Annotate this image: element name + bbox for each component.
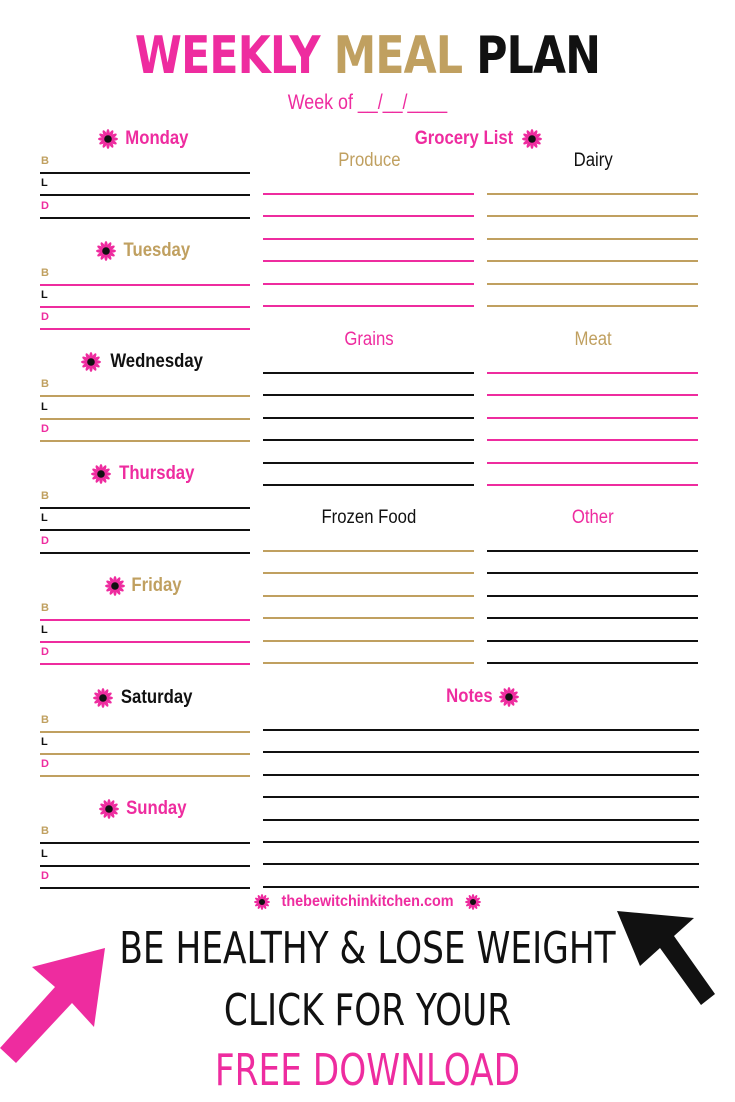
grocery-write-line[interactable] bbox=[487, 215, 698, 217]
meal-letter: B bbox=[41, 713, 49, 726]
flower-icon bbox=[499, 687, 519, 707]
notes-write-line[interactable] bbox=[263, 774, 699, 776]
flower-icon bbox=[465, 894, 481, 910]
grocery-write-line[interactable] bbox=[263, 417, 474, 419]
meal-row-monday-d[interactable] bbox=[40, 197, 250, 219]
cta-line-1[interactable]: BE HEALTHY & LOSE WEIGHT bbox=[119, 923, 616, 974]
day-title-wednesday-label: Wednesday bbox=[110, 351, 203, 373]
meal-write-line[interactable] bbox=[40, 775, 250, 777]
meal-write-line[interactable] bbox=[40, 887, 250, 889]
meal-row-tuesday-l[interactable] bbox=[40, 286, 250, 308]
section-title-meat-label: Meat bbox=[574, 329, 612, 350]
notes-write-line[interactable] bbox=[263, 886, 699, 888]
section-title-produce-label: Produce bbox=[337, 150, 401, 171]
grocery-write-line[interactable] bbox=[487, 305, 698, 307]
grocery-write-line[interactable] bbox=[487, 572, 698, 574]
meal-row-sunday-l[interactable] bbox=[40, 845, 250, 867]
section-title-dairy bbox=[487, 150, 699, 172]
meal-letter: D bbox=[41, 869, 49, 882]
meal-row-thursday-l[interactable] bbox=[40, 509, 250, 531]
meal-row-sunday-b[interactable] bbox=[40, 822, 250, 844]
meal-row-wednesday-l[interactable] bbox=[40, 398, 250, 420]
meal-row-monday-b[interactable] bbox=[40, 152, 250, 174]
cta-line-2[interactable]: CLICK FOR YOUR bbox=[223, 985, 512, 1036]
meal-row-monday-l[interactable] bbox=[40, 174, 250, 196]
grocery-write-line[interactable] bbox=[487, 394, 698, 396]
meal-row-thursday-b[interactable] bbox=[40, 487, 250, 509]
grocery-write-line[interactable] bbox=[487, 260, 698, 262]
meal-letter: L bbox=[41, 512, 48, 525]
flower-icon bbox=[91, 464, 111, 484]
grocery-write-line[interactable] bbox=[487, 484, 698, 486]
notes-title-label: Notes bbox=[446, 686, 493, 707]
day-title-friday-label: Friday bbox=[131, 574, 182, 596]
grocery-write-line[interactable] bbox=[263, 193, 474, 195]
meal-write-line[interactable] bbox=[40, 663, 250, 665]
arrow-up-left-icon bbox=[612, 908, 722, 1008]
meal-row-saturday-d[interactable] bbox=[40, 755, 250, 777]
grocery-write-line[interactable] bbox=[487, 550, 698, 552]
section-title-meat bbox=[487, 329, 699, 351]
grocery-write-line[interactable] bbox=[263, 617, 474, 619]
grocery-write-line[interactable] bbox=[487, 640, 698, 642]
notes-write-line[interactable] bbox=[263, 796, 699, 798]
day-title-monday-label: Monday bbox=[124, 128, 189, 149]
grocery-write-line[interactable] bbox=[263, 394, 474, 396]
week-of-label: Week of __/__/____ bbox=[287, 91, 448, 114]
flower-icon bbox=[93, 688, 113, 708]
meal-write-line[interactable] bbox=[40, 328, 250, 330]
grocery-write-line[interactable] bbox=[487, 439, 698, 441]
arrow-up-right-icon bbox=[0, 945, 110, 1065]
section-title-dairy-label: Dairy bbox=[573, 150, 613, 171]
meal-write-line[interactable] bbox=[40, 440, 250, 442]
section-title-frozen-food-label: Frozen Food bbox=[321, 507, 417, 528]
grocery-write-line[interactable] bbox=[263, 572, 474, 574]
grocery-write-line[interactable] bbox=[263, 215, 474, 217]
section-title-other bbox=[487, 507, 699, 529]
day-title-saturday bbox=[40, 687, 250, 709]
meal-letter: D bbox=[41, 311, 49, 324]
grocery-write-line[interactable] bbox=[263, 238, 474, 240]
section-title-grains-label: Grains bbox=[344, 329, 394, 350]
meal-row-friday-b[interactable] bbox=[40, 599, 250, 621]
flower-icon bbox=[96, 241, 116, 261]
grocery-write-line[interactable] bbox=[263, 439, 474, 441]
website-url: thebewitchinkitchen.com bbox=[281, 893, 454, 910]
grocery-write-line[interactable] bbox=[487, 462, 698, 464]
notes-write-line[interactable] bbox=[263, 863, 699, 865]
flower-icon bbox=[99, 799, 119, 819]
meal-letter: B bbox=[41, 378, 49, 391]
day-title-monday bbox=[40, 128, 250, 150]
flower-icon bbox=[105, 576, 125, 596]
grocery-write-line[interactable] bbox=[263, 595, 474, 597]
grocery-write-line[interactable] bbox=[263, 484, 474, 486]
grocery-write-line[interactable] bbox=[487, 283, 698, 285]
title-plan: PLAN bbox=[476, 26, 601, 86]
meal-letter: B bbox=[41, 490, 49, 503]
day-title-saturday-label: Saturday bbox=[120, 686, 193, 708]
cta-line-3[interactable]: FREE DOWNLOAD bbox=[214, 1045, 521, 1096]
title-weekly: WEEKLY bbox=[134, 26, 320, 86]
meal-write-line[interactable] bbox=[40, 552, 250, 554]
day-title-wednesday bbox=[40, 351, 250, 373]
grocery-write-line[interactable] bbox=[487, 193, 698, 195]
day-title-thursday-label: Thursday bbox=[118, 463, 195, 485]
flower-icon bbox=[81, 352, 101, 372]
flower-icon bbox=[522, 129, 542, 149]
section-title-produce bbox=[263, 150, 475, 172]
meal-letter: D bbox=[41, 199, 49, 212]
meal-row-friday-l[interactable] bbox=[40, 621, 250, 643]
flower-icon bbox=[98, 129, 118, 149]
meal-letter: L bbox=[41, 735, 48, 748]
meal-letter: L bbox=[41, 624, 48, 637]
grocery-write-line[interactable] bbox=[263, 462, 474, 464]
day-title-sunday bbox=[40, 798, 250, 820]
notes-title bbox=[263, 686, 699, 708]
meal-letter: B bbox=[41, 601, 49, 614]
meal-letter: D bbox=[41, 758, 49, 771]
grocery-write-line[interactable] bbox=[263, 550, 474, 552]
meal-row-wednesday-b[interactable] bbox=[40, 375, 250, 397]
meal-letter: D bbox=[41, 646, 49, 659]
grocery-write-line[interactable] bbox=[263, 640, 474, 642]
meal-letter: L bbox=[41, 400, 48, 413]
title-meal: MEAL bbox=[333, 26, 463, 86]
meal-row-wednesday-d[interactable] bbox=[40, 420, 250, 442]
meal-letter: D bbox=[41, 534, 49, 547]
meal-row-thursday-d[interactable] bbox=[40, 532, 250, 554]
meal-letter: L bbox=[41, 847, 48, 860]
day-title-sunday-label: Sunday bbox=[126, 798, 187, 820]
meal-row-saturday-l[interactable] bbox=[40, 733, 250, 755]
section-title-grains bbox=[263, 329, 475, 351]
section-title-frozen-food bbox=[263, 507, 475, 529]
grocery-write-line[interactable] bbox=[487, 662, 698, 664]
grocery-write-line[interactable] bbox=[263, 372, 474, 374]
grocery-write-line[interactable] bbox=[263, 260, 474, 262]
grocery-write-line[interactable] bbox=[487, 595, 698, 597]
grocery-list-title bbox=[370, 128, 580, 150]
meal-letter: B bbox=[41, 155, 49, 167]
grocery-write-line[interactable] bbox=[487, 372, 698, 374]
meal-row-friday-d[interactable] bbox=[40, 643, 250, 665]
meal-write-line[interactable] bbox=[40, 217, 250, 219]
flower-icon bbox=[254, 894, 270, 910]
notes-write-line[interactable] bbox=[263, 819, 699, 821]
notes-write-line[interactable] bbox=[263, 751, 699, 753]
grocery-write-line[interactable] bbox=[263, 283, 474, 285]
meal-row-saturday-b[interactable] bbox=[40, 711, 250, 733]
day-title-thursday bbox=[40, 463, 250, 485]
grocery-write-line[interactable] bbox=[263, 662, 474, 664]
day-title-tuesday-label: Tuesday bbox=[123, 239, 190, 261]
meal-letter: L bbox=[41, 177, 48, 190]
grocery-write-line[interactable] bbox=[487, 617, 698, 619]
meal-row-tuesday-d[interactable] bbox=[40, 308, 250, 330]
notes-write-line[interactable] bbox=[263, 841, 699, 843]
meal-letter: D bbox=[41, 423, 49, 435]
grocery-write-line[interactable] bbox=[487, 417, 698, 419]
meal-letter: L bbox=[41, 289, 48, 301]
meal-letter: B bbox=[41, 266, 49, 279]
grocery-write-line[interactable] bbox=[487, 238, 698, 240]
meal-letter: B bbox=[41, 825, 49, 838]
meal-row-tuesday-b[interactable] bbox=[40, 264, 250, 286]
notes-write-line[interactable] bbox=[263, 729, 699, 731]
day-title-friday bbox=[40, 575, 250, 597]
grocery-write-line[interactable] bbox=[263, 305, 474, 307]
page-title bbox=[66, 26, 669, 86]
day-title-tuesday bbox=[40, 240, 250, 262]
section-title-other-label: Other bbox=[572, 507, 614, 528]
meal-row-sunday-d[interactable] bbox=[40, 867, 250, 889]
grocery-list-title-label: Grocery List bbox=[414, 128, 513, 149]
